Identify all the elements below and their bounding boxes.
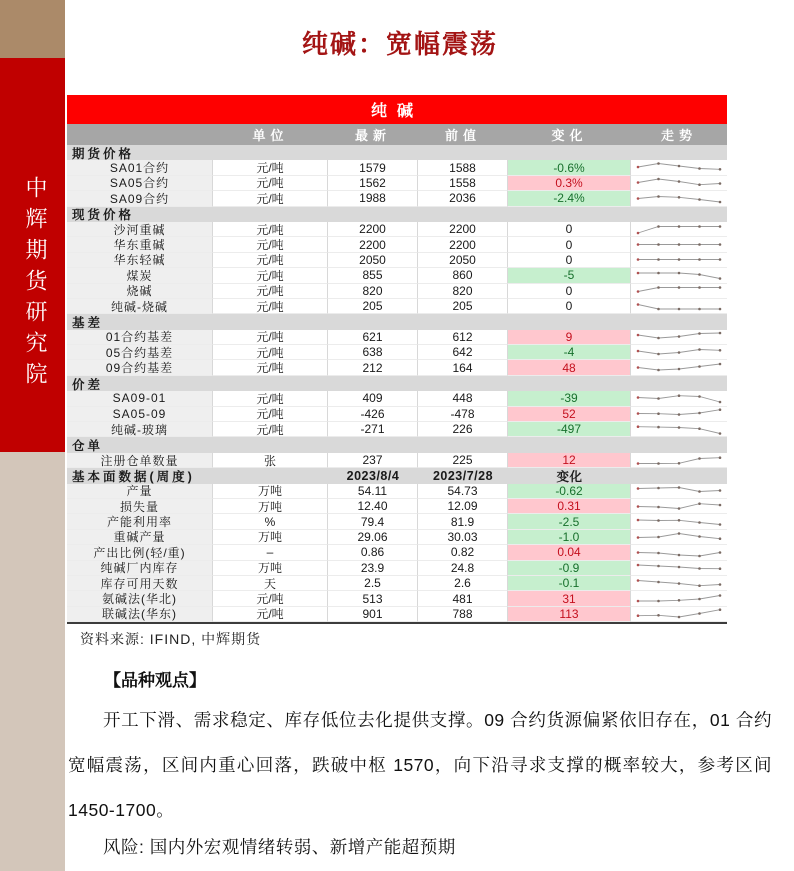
row-change: 31 <box>508 591 631 606</box>
row-label: 纯碱-烧碱 <box>67 299 213 314</box>
row-prev: 81.9 <box>418 514 508 529</box>
section-label: 基本面数据(周度) <box>72 469 195 484</box>
row-prev: 225 <box>418 453 508 468</box>
trend-sparkline <box>632 591 726 606</box>
row-unit: 元/吨 <box>213 191 328 206</box>
section-header-row <box>67 314 727 329</box>
row-unit: 万吨 <box>213 499 328 514</box>
row-trend <box>631 499 727 514</box>
row-trend <box>631 422 727 437</box>
row-prev: 205 <box>418 299 508 314</box>
row-label: 氨碱法(华北) <box>67 591 213 606</box>
table-row <box>67 237 727 252</box>
table-row <box>67 176 727 191</box>
row-unit: 元/吨 <box>213 422 328 437</box>
trend-sparkline <box>632 545 726 560</box>
row-change: -5 <box>508 268 631 283</box>
row-trend <box>631 530 727 545</box>
row-prev: 820 <box>418 284 508 299</box>
row-prev: 448 <box>418 391 508 406</box>
row-unit: 元/吨 <box>213 591 328 606</box>
row-unit: 元/吨 <box>213 345 328 360</box>
page-title: 纯碱：宽幅震荡 <box>301 30 498 59</box>
row-unit: 万吨 <box>213 561 328 576</box>
trend-sparkline <box>632 360 726 375</box>
row-trend <box>631 607 727 622</box>
row-label: 联碱法(华东) <box>67 607 213 622</box>
row-prev: 1558 <box>418 176 508 191</box>
column-header-spacer <box>67 124 213 145</box>
trend-sparkline <box>632 406 726 421</box>
row-change: -0.62 <box>508 484 631 499</box>
row-latest: 820 <box>328 284 418 299</box>
row-latest: -426 <box>328 407 418 422</box>
table-row <box>67 360 727 375</box>
row-change: 0.3% <box>508 176 631 191</box>
row-label: 09合约基差 <box>67 360 213 375</box>
row-trend <box>631 345 727 360</box>
row-trend <box>631 222 727 237</box>
row-change: -0.1 <box>508 576 631 591</box>
row-trend <box>631 591 727 606</box>
row-unit: 元/吨 <box>213 160 328 175</box>
section-header-row <box>67 468 727 483</box>
row-prev: 24.8 <box>418 561 508 576</box>
trend-sparkline <box>632 191 726 206</box>
section-header-row <box>67 145 727 160</box>
row-latest: 12.40 <box>328 499 418 514</box>
row-unit: 元/吨 <box>213 253 328 268</box>
row-unit: 元/吨 <box>213 407 328 422</box>
table-row <box>67 607 727 622</box>
row-trend <box>631 237 727 252</box>
row-label: 煤炭 <box>67 268 213 283</box>
row-prev: 164 <box>418 360 508 375</box>
row-change: 12 <box>508 453 631 468</box>
row-latest: 205 <box>328 299 418 314</box>
row-label: 注册仓单数量 <box>67 453 213 468</box>
row-trend <box>631 160 727 175</box>
trend-sparkline <box>632 453 726 468</box>
row-change: 0 <box>508 222 631 237</box>
table-row <box>67 253 727 268</box>
row-unit: 万吨 <box>213 484 328 499</box>
row-change: 9 <box>508 330 631 345</box>
table-row <box>67 284 727 299</box>
row-prev: 2050 <box>418 253 508 268</box>
table-row <box>67 391 727 406</box>
section-prev-date: 2023/7/28 <box>432 468 494 483</box>
table-row <box>67 561 727 576</box>
row-latest: 621 <box>328 330 418 345</box>
row-label: 产量 <box>67 484 213 499</box>
table-title-row: 纯碱 <box>67 95 727 124</box>
table-row <box>67 453 727 468</box>
column-header-3: 前值 <box>444 128 481 143</box>
trend-sparkline <box>632 283 726 298</box>
row-trend <box>631 268 727 283</box>
table-row <box>67 330 727 345</box>
row-trend <box>631 484 727 499</box>
table-row <box>67 222 727 237</box>
row-prev: 1588 <box>418 160 508 175</box>
table-row <box>67 422 727 437</box>
row-unit: 天 <box>213 576 328 591</box>
row-label: SA09合约 <box>67 191 213 206</box>
row-trend <box>631 330 727 345</box>
row-prev: 2200 <box>418 222 508 237</box>
row-unit: 元/吨 <box>213 237 328 252</box>
row-trend <box>631 284 727 299</box>
table-row <box>67 160 727 175</box>
opinion-heading: 【品种观点】 <box>104 671 206 690</box>
table-row <box>67 484 727 499</box>
row-label: 烧碱 <box>67 284 213 299</box>
row-unit: 元/吨 <box>213 607 328 622</box>
row-label: 纯碱厂内库存 <box>67 561 213 576</box>
section-change-label: 变化 <box>556 469 583 484</box>
row-change: -2.4% <box>508 191 631 206</box>
table-row <box>67 591 727 606</box>
section-label: 基差 <box>72 316 104 330</box>
row-change: 0 <box>508 253 631 268</box>
section-label: 价差 <box>72 377 104 392</box>
trend-sparkline <box>632 391 726 406</box>
row-label: 纯碱-玻璃 <box>67 422 213 437</box>
row-latest: 2200 <box>328 237 418 252</box>
row-latest: 901 <box>328 607 418 622</box>
table-row <box>67 576 727 591</box>
source-note: 资料来源: IFIND, 中辉期货 <box>80 631 262 647</box>
trend-sparkline <box>632 160 726 175</box>
row-prev: 2.6 <box>418 576 508 591</box>
row-unit: 张 <box>213 453 328 468</box>
row-label: 库存可用天数 <box>67 576 213 591</box>
trend-sparkline <box>632 237 726 252</box>
table-row <box>67 545 727 560</box>
row-unit: 元/吨 <box>213 299 328 314</box>
section-label: 仓单 <box>72 439 104 454</box>
trend-sparkline <box>632 329 726 344</box>
row-trend <box>631 360 727 375</box>
row-unit: 元/吨 <box>213 391 328 406</box>
row-label: 沙河重碱 <box>67 222 213 237</box>
row-unit: – <box>213 545 328 560</box>
row-prev: 612 <box>418 330 508 345</box>
column-header-1: 单位 <box>252 128 289 143</box>
table-row <box>67 514 727 529</box>
risk-line: 风险: 国内外宏观情绪转弱、新增产能超预期 <box>103 837 456 857</box>
trend-sparkline <box>632 560 726 575</box>
row-trend <box>631 453 727 468</box>
row-change: 0 <box>508 299 631 314</box>
row-latest: -271 <box>328 422 418 437</box>
section-label: 期货价格 <box>72 146 135 161</box>
row-label: 华东重碱 <box>67 237 213 252</box>
trend-sparkline <box>632 345 726 360</box>
row-change: 48 <box>508 360 631 375</box>
section-header-row <box>67 437 727 452</box>
row-latest: 409 <box>328 391 418 406</box>
trend-sparkline <box>632 499 726 514</box>
row-latest: 212 <box>328 360 418 375</box>
row-prev: 2200 <box>418 237 508 252</box>
trend-sparkline <box>632 606 726 621</box>
row-label: 01合约基差 <box>67 330 213 345</box>
row-label: SA05合约 <box>67 176 213 191</box>
row-latest: 79.4 <box>328 514 418 529</box>
section-spark-spacer <box>631 468 727 483</box>
trend-sparkline <box>632 422 726 437</box>
trend-sparkline <box>632 529 726 544</box>
row-change: 52 <box>508 407 631 422</box>
row-latest: 0.86 <box>328 545 418 560</box>
row-change: 113 <box>508 607 631 622</box>
row-prev: 12.09 <box>418 499 508 514</box>
row-latest: 1988 <box>328 191 418 206</box>
row-unit: 元/吨 <box>213 176 328 191</box>
section-latest-date: 2023/8/4 <box>346 468 400 483</box>
row-label: 05合约基差 <box>67 345 213 360</box>
row-prev: 860 <box>418 268 508 283</box>
row-prev: 481 <box>418 591 508 606</box>
section-header-row <box>67 207 727 222</box>
table-row <box>67 530 727 545</box>
row-unit: 万吨 <box>213 530 328 545</box>
row-change: 0 <box>508 237 631 252</box>
row-label: 重碱产量 <box>67 530 213 545</box>
row-unit: 元/吨 <box>213 360 328 375</box>
row-trend <box>631 391 727 406</box>
sidebar-bottom-block <box>0 452 65 871</box>
row-prev: 788 <box>418 607 508 622</box>
table-row <box>67 499 727 514</box>
column-header-5: 走势 <box>660 128 697 143</box>
row-latest: 638 <box>328 345 418 360</box>
table-row <box>67 191 727 206</box>
row-trend <box>631 191 727 206</box>
row-latest: 1579 <box>328 160 418 175</box>
row-prev: 226 <box>418 422 508 437</box>
row-latest: 513 <box>328 591 418 606</box>
row-prev: 54.73 <box>418 484 508 499</box>
row-label: 产出比例(轻/重) <box>67 545 213 560</box>
row-change: -2.5 <box>508 514 631 529</box>
row-label: SA09-01 <box>67 391 213 406</box>
row-label: 产能利用率 <box>67 514 213 529</box>
row-latest: 2200 <box>328 222 418 237</box>
row-label: SA05-09 <box>67 407 213 422</box>
row-change: 0 <box>508 284 631 299</box>
table-row <box>67 268 727 283</box>
row-change: 0.31 <box>508 499 631 514</box>
trend-sparkline <box>632 576 726 591</box>
table-row <box>67 299 727 314</box>
section-header-row <box>67 376 727 391</box>
row-trend <box>631 407 727 422</box>
row-unit: 元/吨 <box>213 268 328 283</box>
trend-sparkline <box>632 175 726 190</box>
row-trend <box>631 561 727 576</box>
org-name-vertical: 中辉期货研究院 <box>23 176 48 393</box>
row-trend <box>631 576 727 591</box>
row-label: 华东轻碱 <box>67 253 213 268</box>
row-unit: % <box>213 514 328 529</box>
row-prev: 0.82 <box>418 545 508 560</box>
row-latest: 855 <box>328 268 418 283</box>
row-prev: 642 <box>418 345 508 360</box>
opinion-body: 开工下滑、需求稳定、库存低位去化提供支撑。09 合约货源偏紧依旧存在，01 合约宽幅震荡，区间内重心回落，跌破中枢 1570，向下沿寻求支撑的概率较大，参考区间 1450-1700。 <box>68 710 772 820</box>
row-latest: 1562 <box>328 176 418 191</box>
soda-ash-data-table <box>67 95 727 624</box>
row-latest: 2050 <box>328 253 418 268</box>
row-latest: 2.5 <box>328 576 418 591</box>
row-prev: 30.03 <box>418 530 508 545</box>
row-change: -0.6% <box>508 160 631 175</box>
row-trend <box>631 176 727 191</box>
column-header-4: 变化 <box>551 128 588 143</box>
trend-sparkline <box>632 252 726 267</box>
row-label: SA01合约 <box>67 160 213 175</box>
row-label: 损失量 <box>67 499 213 514</box>
row-change: -1.0 <box>508 530 631 545</box>
row-unit: 元/吨 <box>213 284 328 299</box>
trend-sparkline <box>632 299 726 314</box>
column-header-2: 最新 <box>354 128 391 143</box>
row-change: -0.9 <box>508 561 631 576</box>
row-prev: 2036 <box>418 191 508 206</box>
trend-sparkline <box>632 222 726 237</box>
row-trend <box>631 545 727 560</box>
row-trend <box>631 299 727 314</box>
row-trend <box>631 253 727 268</box>
row-change: -39 <box>508 391 631 406</box>
row-change: -497 <box>508 422 631 437</box>
section-label: 现货价格 <box>72 208 135 223</box>
table-column-header-row <box>67 124 727 145</box>
row-trend <box>631 514 727 529</box>
row-latest: 237 <box>328 453 418 468</box>
trend-sparkline <box>632 514 726 529</box>
row-latest: 54.11 <box>328 484 418 499</box>
row-latest: 23.9 <box>328 561 418 576</box>
table-row <box>67 407 727 422</box>
row-change: 0.04 <box>508 545 631 560</box>
row-prev: -478 <box>418 407 508 422</box>
trend-sparkline <box>632 268 726 283</box>
row-latest: 29.06 <box>328 530 418 545</box>
trend-sparkline <box>632 483 726 498</box>
row-change: -4 <box>508 345 631 360</box>
row-unit: 元/吨 <box>213 330 328 345</box>
table-row <box>67 345 727 360</box>
sidebar-top-block <box>0 0 65 58</box>
row-unit: 元/吨 <box>213 222 328 237</box>
